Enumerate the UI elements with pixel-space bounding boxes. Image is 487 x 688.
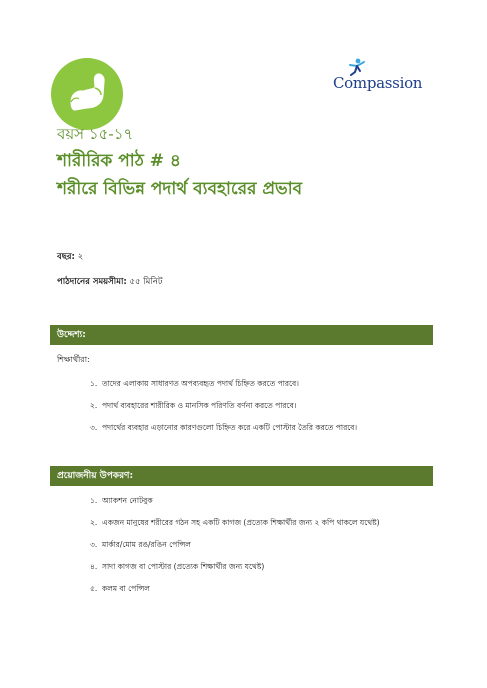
list-number: ৪. <box>90 562 98 571</box>
list-number: ৩. <box>90 540 98 549</box>
lesson-subtitle: শরীরে বিভিন্ন পদার্থ ব্যবহারের প্রভাব <box>57 179 303 199</box>
list-item <box>90 494 380 516</box>
list-item <box>90 399 357 421</box>
list-text: একজন মানুষের শরীরের গঠন সহ একটি কাগজ (প্রত্যেক শিক্ষার্থীর জন্য ২ কপি থাকলে যথেষ্ট) <box>102 518 380 527</box>
list-number: ২. <box>90 401 98 410</box>
materials-list <box>90 494 380 604</box>
list-item <box>90 516 380 538</box>
objectives-heading: উদ্দেশ্য: <box>50 325 433 345</box>
list-number: ২. <box>90 518 98 527</box>
brand-name: Compassion <box>333 74 423 92</box>
duration-label: পাঠদানের সময়সীমা: <box>57 277 127 287</box>
list-item <box>90 582 380 604</box>
list-number: ৩. <box>90 423 98 432</box>
list-number: ১. <box>90 496 98 505</box>
materials-heading: প্রয়োজনীয় উপকরণ: <box>50 466 433 486</box>
objectives-intro: শিক্ষার্থীরা: <box>57 355 90 364</box>
list-text: সাদা কাগজ বা পোস্টার (প্রত্যেক শিক্ষার্থীর জন্য যথেষ্ট) <box>102 562 265 571</box>
list-item <box>90 538 380 560</box>
year-value: ২ <box>74 252 84 262</box>
list-text: পদার্থের ব্যবহার এড়ানোর কারণগুলো চিহ্নিত করে একটি পোস্টার তৈরি করতে পারবে। <box>102 423 358 432</box>
year-label: বছর: <box>57 252 75 262</box>
list-item <box>90 421 357 443</box>
list-number: ৫. <box>90 584 98 593</box>
list-number: ১. <box>90 379 98 388</box>
duration-value: ৫৫ মিনিট <box>126 277 163 287</box>
duration-line <box>57 275 163 289</box>
list-item <box>90 377 357 399</box>
list-text: তাদের এলাকায় সাধারণত অপব্যবহৃত পদার্থ চিহ্নিত করতে পারবে। <box>102 379 299 388</box>
lesson-title: শারীরিক পাঠ # ৪ <box>57 151 181 171</box>
lesson-header <box>57 123 302 202</box>
list-item <box>90 560 380 582</box>
age-range: বয়স ১৫-১৭ <box>57 125 134 143</box>
list-text: পদার্থ ব্যবহারের শারীরিক ও মানসিক পরিণতি বর্ণনা করতে পারবে। <box>102 401 297 410</box>
list-text: অ্যাকশন নোটবুক <box>102 496 153 505</box>
year-line <box>57 250 83 264</box>
list-text: মার্কার/মোম রঙ/রঙিন পেন্সিল <box>102 540 191 549</box>
list-text: কলম বা পেন্সিল <box>102 584 150 593</box>
flexed-arm-icon <box>51 58 123 130</box>
objectives-list <box>90 377 357 443</box>
lesson-category-logo <box>51 58 123 130</box>
compassion-logo <box>333 58 443 98</box>
